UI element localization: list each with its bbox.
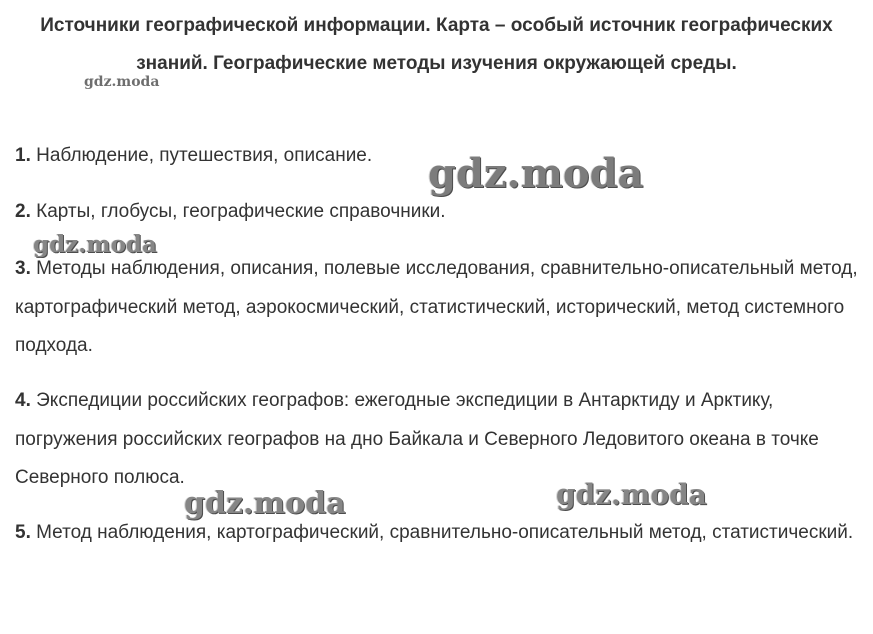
answer-item-4 — [15, 382, 865, 498]
item-text: Метод наблюдения, картографический, сравнительно-описательный метод, статистический. — [36, 522, 854, 543]
item-text: Экспедиции российских географов: ежегодные экспедиции в Антарктиду и Арктику, погружения российских географов на дно Байкала и Северного Ледовитого океана в точке Северного полюса. — [15, 390, 819, 488]
item-number: 3. — [15, 258, 31, 279]
page-title: Источники географической информации. Карта – особый источник географических знаний. Географические методы изучения окружающей среды. — [40, 15, 833, 74]
item-number: 5. — [15, 522, 31, 543]
item-text: Наблюдение, путешествия, описание. — [36, 145, 373, 166]
item-number: 4. — [15, 390, 31, 411]
answer-item-5 — [15, 514, 865, 553]
answer-item-3 — [15, 250, 865, 366]
watermark: gdz.moda — [184, 486, 346, 521]
item-number: 1. — [15, 145, 31, 166]
watermark: gdz.moda — [84, 74, 160, 90]
watermark: gdz.moda — [556, 478, 707, 511]
item-number: 2. — [15, 201, 31, 222]
item-text: Методы наблюдения, описания, полевые исследования, сравнительно-описательный метод, картографический метод, аэрокосмический, статистический, исторический, метод системного подхода. — [15, 258, 858, 356]
answer-item-2 — [15, 193, 865, 232]
item-text: Карты, глобусы, географические справочники. — [36, 201, 446, 222]
watermark: gdz.moda — [33, 231, 157, 258]
watermark: gdz.moda — [428, 150, 644, 197]
